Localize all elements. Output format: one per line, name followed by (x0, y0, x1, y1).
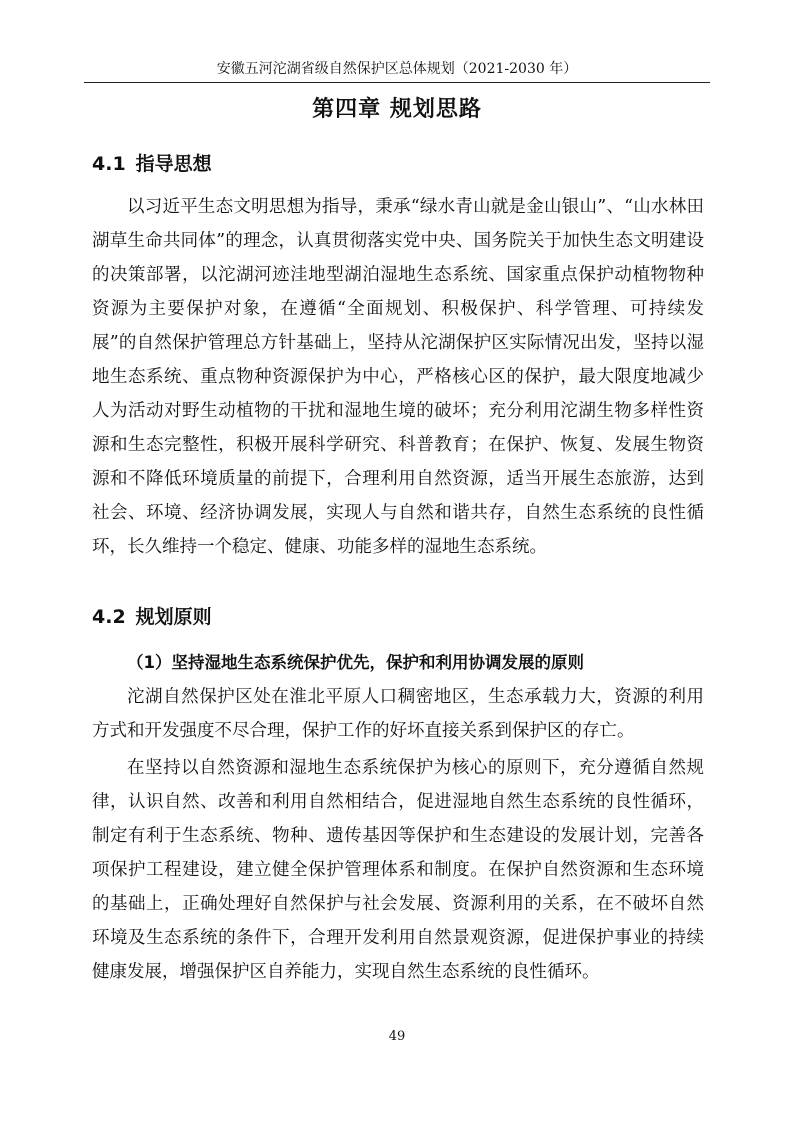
running-header-title: 安徽五河沱湖省级自然保护区总体规划（2021-2030 年） (216, 61, 578, 77)
section-heading-4-1 (92, 147, 212, 181)
page-number: 49 (388, 1029, 406, 1044)
section-heading-4-2 (92, 600, 212, 634)
section-title: 指导思想 (135, 153, 212, 175)
principle-subheading: （1）坚持湿地生态系统保护优先，保护和利用协调发展的原则 (127, 653, 584, 672)
running-header (84, 56, 710, 83)
section-number: 4.1 (92, 153, 126, 175)
section-number: 4.2 (92, 606, 126, 628)
paragraph-principle-context: 沱湖自然保护区处在淮北平原人口稠密地区，生态承载力大，资源的利用方式和开发强度不尽合理，保护工作的好坏直接关系到保护区的存亡。 (92, 687, 704, 741)
section-title: 规划原则 (135, 606, 212, 628)
paragraph-principle-detail: 在坚持以自然资源和湿地生态系统保护为核心的原则下，充分遵循自然规律，认识自然、改善和利用自然相结合，促进湿地自然生态系统的良性循环，制定有利于生态系统、物种、遗传基因等保护和生态建设的发展计划，完善各项保护工程建设，建立健全保护管理体系和制度。在保护自然资源和生态环境的基础上，正确处理好自然保护与社会发展、资源利用的关系，在不破坏自然环境及生态系统的条件下，合理开发利用自然景观资源，促进保护事业的持续健康发展，增强保护区自养能力，实现自然生态系统的良性循环。 (92, 758, 704, 982)
paragraph-guiding-ideology: 以习近平生态文明思想为指导，秉承“绿水青山就是金山银山”、“山水林田湖草生命共同体”的理念，认真贯彻落实党中央、国务院关于加快生态文明建设的决策部署，以沱湖河迹洼地型湖泊湿地生态系统、国家重点保护动植物物种资源为主要保护对象，在遵循“全面规划、积极保护、科学管理、可持续发展”的自然保护管理总方针基础上，坚持从沱湖保护区实际情况出发，坚持以湿地生态系统、重点物种资源保护为中心，严格核心区的保护，最大限度地减少人为活动对野生动植物的干扰和湿地生境的破坏；充分利用沱湖生物多样性资源和生态完整性，积极开展科学研究、科普教育；在保护、恢复、发展生物资源和不降低环境质量的前提下，合理利用自然资源，适当开展生态旅游，达到社会、环境、经济协调发展，实现人与自然和谐共存，自然生态系统的良性循环，长久维持一个稳定、健康、功能多样的湿地生态系统。 (92, 197, 704, 557)
chapter-title: 第四章 规划思路 (312, 97, 482, 122)
